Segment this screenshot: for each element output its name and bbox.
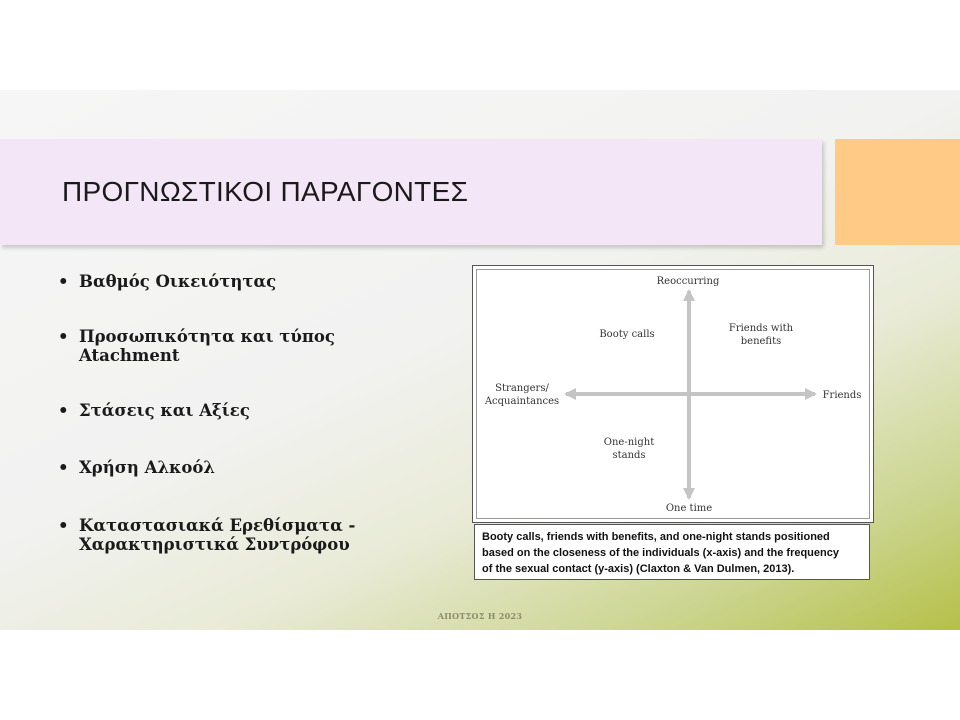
bullet-item [58, 401, 398, 420]
bullet-text: Χρήση Αλκοόλ [79, 458, 215, 477]
bullet-item [58, 516, 398, 554]
bullet-text: Καταστασιακά Ερεθίσματα - [79, 516, 356, 535]
axis-label-top: Reoccurring [656, 276, 720, 287]
quadrant-label-bottom-left-2: stands [612, 450, 646, 461]
diagram-caption [474, 524, 870, 580]
quadrant-label-top-right-2: benefits [740, 336, 782, 347]
caption-line: Booty calls, friends with benefits, and one-night stands positioned [482, 531, 830, 543]
accent-box [835, 139, 960, 245]
quadrant-label-top-right-1: Friends with [728, 323, 794, 334]
axis-label-bottom: One time [665, 503, 713, 514]
bullet-item [58, 458, 398, 477]
slide-footer: ΑΠΟΤΣΟΣ Η 2023 [437, 611, 523, 621]
bullet-dot-icon: • [58, 327, 69, 346]
slide [0, 90, 960, 630]
bullet-dot-icon: • [58, 272, 69, 291]
bullet-text: Atachment [79, 346, 180, 365]
bullet-item [58, 327, 398, 365]
quadrant-label-bottom-left-1: One-night [603, 437, 655, 448]
quadrant-diagram [473, 266, 873, 522]
bullet-dot-icon: • [58, 516, 69, 535]
axis-label-right: Friends [822, 390, 862, 401]
bullet-list [58, 272, 398, 554]
slide-title: ΠΡΟΓΝΩΣΤΙΚΟΙ ΠΑΡΑΓΟΝΤΕΣ [62, 176, 469, 207]
axis-label-left-1: Strangers/ [495, 383, 549, 394]
caption-line: based on the closeness of the individuals (x-axis) and the frequency [482, 547, 839, 559]
quadrant-label-top-left: Booty calls [599, 329, 655, 340]
axis-label-left-2: Acquaintances [484, 396, 560, 407]
bullet-dot-icon: • [58, 458, 69, 477]
bullet-text: Βαθμός Οικειότητας [79, 272, 277, 291]
diagram-figure [472, 265, 874, 523]
bullet-text: Χαρακτηριστικά Συντρόφου [79, 535, 350, 554]
bullet-text: Στάσεις και Αξίες [79, 401, 250, 420]
caption-line: of the sexual contact (y-axis) (Claxton & Van Dulmen, 2013). [482, 563, 795, 575]
bullet-text: Προσωπικότητα και τύπος [79, 327, 335, 346]
bullet-dot-icon: • [58, 401, 69, 420]
bullet-item [58, 272, 398, 291]
